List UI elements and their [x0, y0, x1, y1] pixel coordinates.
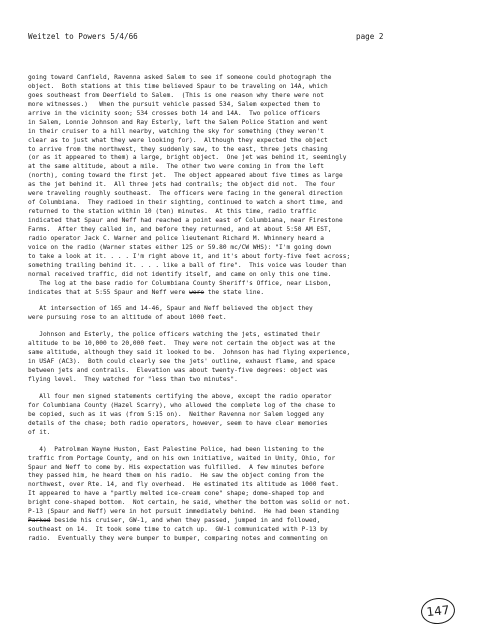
- text-line: 4) Patrolman Wayne Huston, East Palestine Police, had been listening to the: [28, 445, 325, 453]
- text-fragment: the state line.: [204, 288, 265, 296]
- text-line: of it.: [28, 428, 51, 436]
- text-line: The log at the base radio for Columbiana County Sheriff's Office, near Lisbon,: [28, 279, 332, 287]
- text-line: clear as to just what they were looking for). Although they expected the object: [28, 136, 328, 144]
- text-line: details of the chase; both radio operators, however, seem to have clear memories: [28, 419, 328, 427]
- text-line-with-strikeout: [28, 289, 456, 298]
- text-line: traffic from Portage County, and on his own initiative, waited in Unity, Ohio, for: [28, 454, 336, 462]
- text-line: in Salem, Lonnie Johnson and Ray Esterly, left the Salem Police Station and went: [28, 118, 328, 126]
- text-line: something trailing behind it. . . . like a ball of fire". This voice was louder than: [28, 261, 347, 269]
- header-title: Weitzel to Powers 5/4/66: [28, 32, 138, 41]
- text-line: to take a look at it. . . . I'm right above it, and it's about forty-five feet across;: [28, 252, 351, 260]
- text-line: between jets and contrails. Elevation was about twenty-five degrees: object was: [28, 367, 328, 375]
- text-line: Johnson and Esterly, the police officers watching the jets, estimated their: [28, 331, 321, 339]
- text-line: to arrive from the northwest, they suddenly saw, to the east, three jets chasing: [28, 145, 328, 153]
- text-line: bright cone-shaped bottom. Not certain, he said, whether the bottom was solid or not.: [28, 499, 351, 507]
- text-line: At intersection of 165 and 14-46, Spaur and Neff believed the object they: [28, 305, 313, 313]
- paragraph-1: [28, 74, 456, 297]
- text-line: southeast on 14. It took some time to catch up. GW-1 communicated with P-13 by: [28, 526, 328, 534]
- text-line: same altitude, although they said it looked to be. Johnson has had flying experience,: [28, 349, 351, 357]
- text-line: of Columbiana. They radioed in their sighting, continued to watch a short time, and: [28, 199, 343, 207]
- text-line: were pursuing rose to an altitude of about 1000 feet.: [28, 314, 227, 322]
- page-header: [28, 31, 444, 43]
- struck-text: Parked: [28, 517, 51, 525]
- text-line: going toward Canfield, Ravenna asked Salem to see if someone could photograph the: [28, 74, 332, 81]
- text-line: were traveling roughly southeast. The officers were facing in the general direction: [28, 190, 343, 198]
- text-line: in their cruiser to a hill nearby, watching the sky for something (they weren't: [28, 127, 325, 135]
- text-line: radio operator Jack C. Warner and police lieutenant Richard M. Whinnery heard a: [28, 234, 325, 242]
- text-line: arrive in the vicinity soon; 534 crosses both 14 and 14A. Two police officers: [28, 109, 321, 117]
- text-line: indicated that Spaur and Neff had reached a point east of Columbiana, near Firestone: [28, 217, 343, 224]
- text-fragment: indicates that at 5:55 Spaur and Neff were: [28, 288, 190, 296]
- paragraph-5: [28, 446, 456, 544]
- text-line: in USAF (AC3). Both could clearly see the jets' outline, exhaust flame, and space: [28, 358, 336, 366]
- text-line: at the same altitude, about a mile. The other two were coming in from the left: [28, 163, 325, 171]
- text-line: object. Both stations at this time believed Spaur to be traveling on 14A, which: [28, 82, 328, 90]
- text-line: more witnesses.) When the pursuit vehicle passed 534, Salem expected them to: [28, 100, 321, 108]
- paragraph-4: [28, 393, 456, 438]
- text-line: be copied, such as it was (from 5:15 on). Neither Ravenna nor Salem logged any: [28, 410, 325, 418]
- text-line: northwest, over Rte. 14, and fly overhead. He estimated its altitude as 1000 feet.: [28, 481, 339, 489]
- text-line: radio. Eventually they were bumper to bumper, comparing notes and commenting on: [28, 535, 328, 542]
- paragraph-2: [28, 305, 456, 323]
- text-line: returned to the station within 10 (ten) minutes. At this time, radio traffic: [28, 208, 317, 216]
- header-page-label: page 2: [356, 32, 384, 41]
- text-line: they passed him, he heard them on his radio. He saw the object coming from the: [28, 472, 325, 480]
- text-line: goes southeast from Deerfield to Salem. (This is one reason why there were not: [28, 91, 325, 99]
- document-body: [28, 74, 456, 544]
- text-line: (or as it appeared to them) a large, bright object. One jet was behind it, seemingly: [28, 154, 347, 162]
- text-line: P-13 (Spaur and Neff) were in hot pursuit immediately behind. He had been standing: [28, 508, 339, 516]
- paragraph-3: [28, 331, 456, 385]
- struck-text: were: [189, 288, 205, 296]
- text-line: Spaur and Neff to come by. His expectation was fulfilled. A few minutes before: [28, 463, 325, 471]
- text-line: for Columbiana County (Hazel Scarry), who allowed the complete log of the chase to: [28, 401, 336, 409]
- handwritten-page-number: 147: [420, 596, 457, 625]
- text-line: Farms. After they called in, and before they returned, and at about 5:50 AM EST,: [28, 225, 332, 233]
- text-line: normal received traffic, did not identify itself, and came on only this one time.: [28, 270, 332, 278]
- text-line: flying level. They watched for "less than two minutes".: [28, 376, 238, 383]
- text-line: All four men signed statements certifying the above, except the radio operator: [28, 392, 332, 400]
- text-line: altitude to be 10,000 to 20,000 feet. They were not certain the object was at the: [28, 340, 336, 348]
- text-line-with-strikeout: [28, 517, 456, 526]
- text-line: as the jet behind it. All three jets had contrails; the object did not. The four: [28, 181, 336, 189]
- text-line: voice on the radio (Warner states either 125 or 59.80 mc/CW WHS): "I'm going down: [28, 243, 332, 251]
- text-fragment: beside his cruiser, GW-1, and when they passed, jumped in and followed,: [54, 517, 321, 525]
- text-line: It appeared to have a "partly melted ice-cream cone" shape; dome-shaped top and: [28, 490, 325, 498]
- text-line: (north), coming toward the first jet. The object appeared about five times as large: [28, 172, 343, 180]
